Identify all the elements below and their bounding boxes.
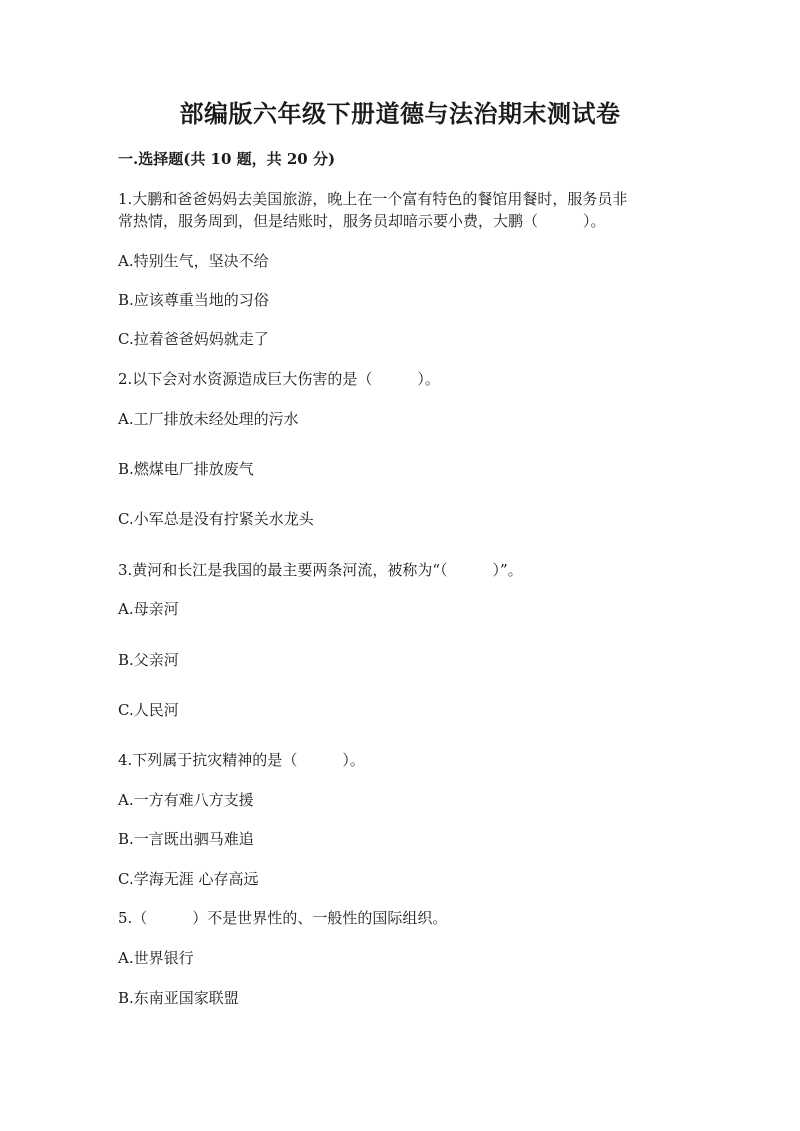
option-a: A.母亲河 <box>118 600 179 618</box>
option-b: B.应该尊重当地的习俗 <box>118 291 269 309</box>
question-stem: 5.（ ）不是世界性的、一般性的国际组织。 <box>118 909 448 927</box>
option-c: C.学海无涯 心存高远 <box>118 870 259 888</box>
question-stem: 3.黄河和长江是我国的最主要两条河流，被称为“（ ）”。 <box>118 561 523 579</box>
question-stem: 1.大鹏和爸爸妈妈去美国旅游，晚上在一个富有特色的餐馆用餐时，服务员非 <box>118 190 628 208</box>
option-c: C.拉着爸爸妈妈就走了 <box>118 330 269 348</box>
option-a: A.一方有难八方支援 <box>118 791 254 809</box>
question-stem: 常热情，服务周到，但是结账时，服务员却暗示要小费，大鹏（ ）。 <box>118 212 606 230</box>
option-c: C.小军总是没有拧紧关水龙头 <box>118 510 314 528</box>
question-stem: 2.以下会对水资源造成巨大伤害的是（ ）。 <box>118 370 440 388</box>
option-b: B.一言既出驷马难追 <box>118 830 254 848</box>
question-stem: 4.下列属于抗灾精神的是（ ）。 <box>118 751 365 769</box>
page-title: 部编版六年级下册道德与法治期末测试卷 <box>179 99 621 128</box>
option-b: B.东南亚国家联盟 <box>118 989 239 1007</box>
option-a: A.世界银行 <box>118 949 194 967</box>
option-b: B.燃煤电厂排放废气 <box>118 460 254 478</box>
section-heading: 一.选择题(共 10 题，共 20 分) <box>118 150 336 168</box>
option-c: C.人民河 <box>118 701 179 719</box>
option-b: B.父亲河 <box>118 651 179 669</box>
option-a: A.特别生气，坚决不给 <box>118 252 269 270</box>
option-a: A.工厂排放未经处理的污水 <box>118 410 299 428</box>
